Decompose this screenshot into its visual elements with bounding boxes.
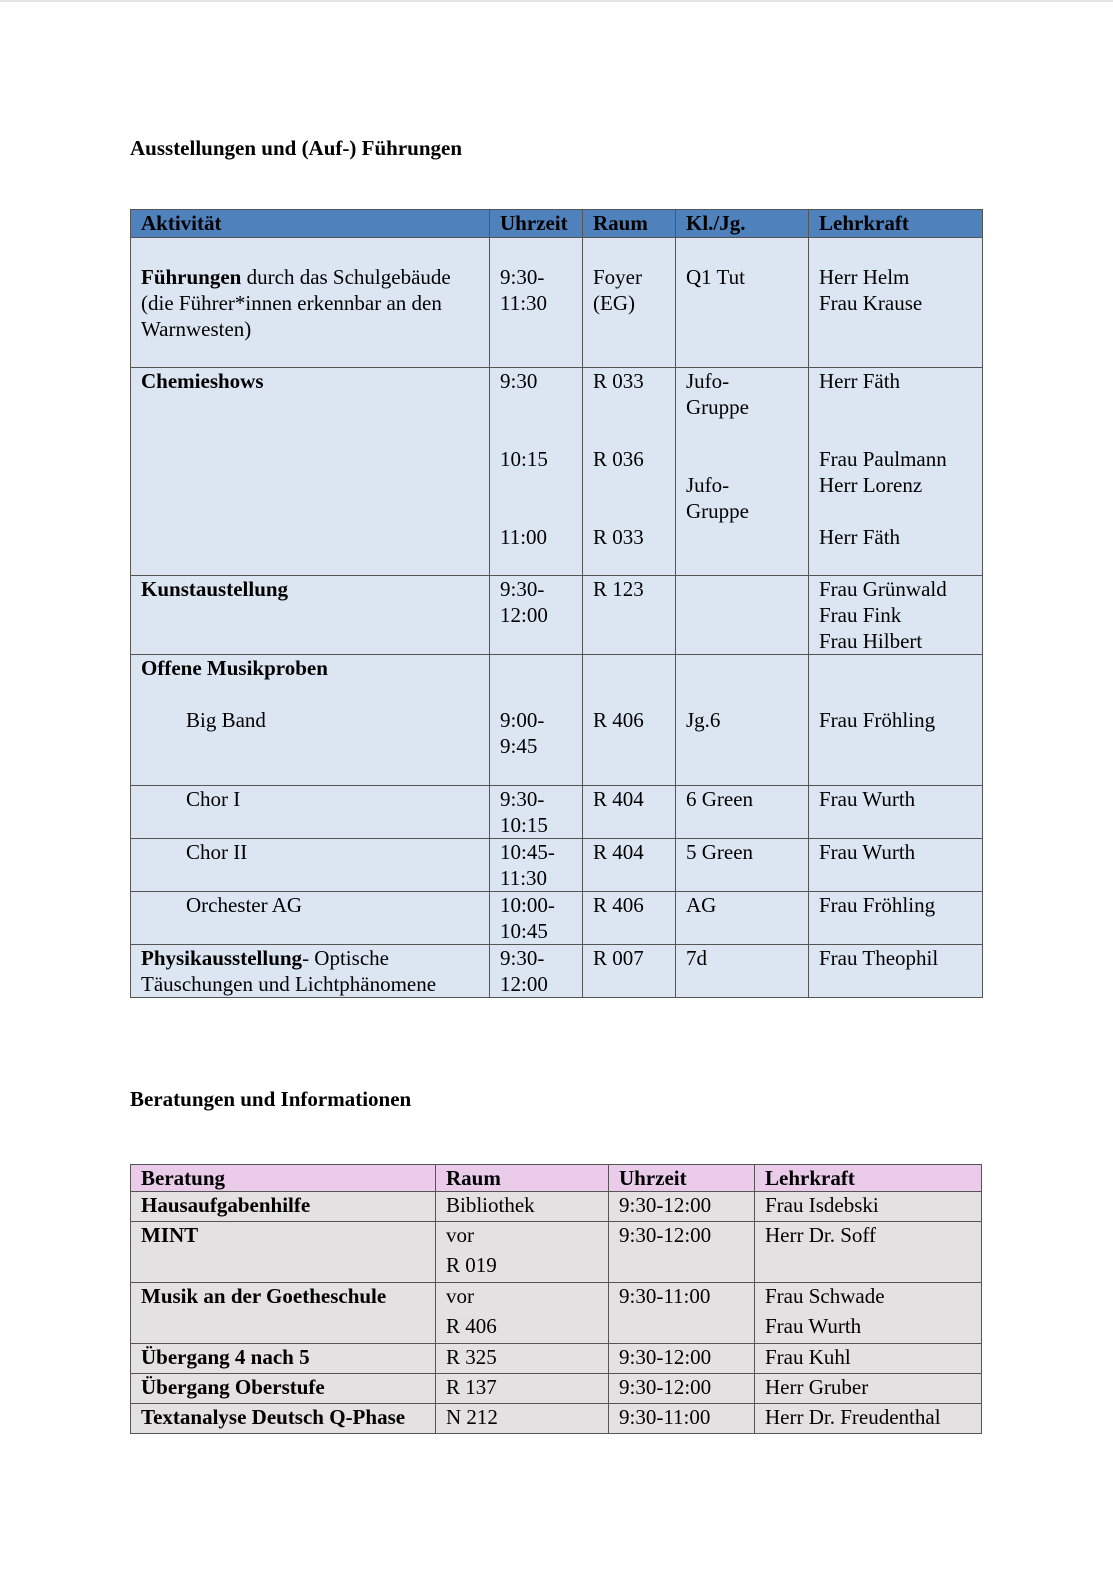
table-row	[131, 1344, 982, 1374]
time-value: 11:30	[500, 866, 548, 890]
teacher-cell	[755, 1283, 982, 1344]
topic-cell: Textanalyse Deutsch Q-Phase	[131, 1404, 436, 1434]
teacher-cell: Frau Kuhl	[755, 1344, 982, 1374]
room-value: vor	[446, 1284, 474, 1308]
teacher-value: Frau Krause	[819, 291, 923, 315]
activity-desc: (die Führer*innen erkennbar an den	[141, 291, 442, 315]
teacher-value: Frau Fröhling	[819, 708, 936, 732]
room-cell	[583, 576, 676, 655]
header-raum: Raum	[583, 210, 676, 238]
table-header-row	[131, 1165, 982, 1192]
topic-cell: Hausaufgabenhilfe	[131, 1192, 436, 1222]
room-value: R 033	[593, 369, 644, 393]
header-raum: Raum	[436, 1165, 609, 1192]
time-value: 9:45	[500, 734, 538, 758]
activity-desc: Täuschungen und Lichtphänomene	[141, 972, 437, 996]
table-row	[131, 1192, 982, 1222]
header-uhrzeit: Uhrzeit	[490, 210, 583, 238]
page-top-border	[0, 0, 1113, 2]
room-cell	[583, 655, 676, 786]
room-value: Foyer	[593, 265, 642, 289]
class-value: 6 Green	[686, 787, 754, 811]
class-value: 7d	[686, 946, 707, 970]
activity-cell	[131, 839, 490, 892]
class-cell	[676, 839, 809, 892]
topic-cell: Übergang 4 nach 5	[131, 1344, 436, 1374]
activity-cell	[131, 238, 490, 368]
class-cell	[676, 576, 809, 655]
class-value: Jufo-	[686, 473, 730, 497]
activity-name: Chemieshows	[141, 369, 264, 393]
time-cell	[490, 786, 583, 839]
teacher-value: Frau Hilbert	[819, 629, 923, 653]
room-cell	[436, 1222, 609, 1283]
table-row	[131, 576, 983, 655]
time-value: 9:30-	[500, 787, 545, 811]
room-cell: Bibliothek	[436, 1192, 609, 1222]
room-cell	[583, 945, 676, 998]
teacher-cell	[809, 576, 983, 655]
class-cell	[676, 892, 809, 945]
teacher-value: Herr Fäth	[819, 369, 901, 393]
activity-name: Offene Musikproben	[141, 656, 328, 680]
time-value: 10:15	[500, 813, 548, 837]
time-value: 9:30-	[500, 265, 545, 289]
teacher-cell: Frau Isdebski	[755, 1192, 982, 1222]
time-value: 10:45	[500, 919, 548, 943]
teacher-value: Frau Wurth	[819, 787, 916, 811]
time-value: 9:30-	[500, 577, 545, 601]
activity-desc: durch das Schulgebäude	[241, 265, 451, 289]
ensemble-name: Orchester AG	[186, 893, 303, 917]
time-cell: 9:30-12:00	[609, 1222, 755, 1283]
class-cell	[676, 238, 809, 368]
room-value: R 019	[446, 1253, 497, 1277]
counseling-table	[130, 1164, 982, 1434]
table-row	[131, 1404, 982, 1434]
time-cell	[490, 892, 583, 945]
room-cell	[583, 786, 676, 839]
class-cell	[676, 368, 809, 576]
table-row	[131, 368, 983, 576]
class-value: Q1 Tut	[686, 265, 745, 289]
teacher-value: Herr Helm	[819, 265, 910, 289]
time-value: 10:00-	[500, 893, 555, 917]
activity-name: Kunstaustellung	[141, 577, 289, 601]
section-title-ausstellungen: Ausstellungen und (Auf-) Führungen	[130, 136, 463, 160]
room-value: R 404	[593, 787, 644, 811]
time-value: 12:00	[500, 972, 548, 996]
teacher-value: Herr Fäth	[819, 525, 901, 549]
table-row	[131, 238, 983, 368]
room-value: R 007	[593, 946, 644, 970]
room-value: R 123	[593, 577, 644, 601]
teacher-value: Frau Grünwald	[819, 577, 947, 601]
teacher-value: Frau Wurth	[819, 840, 916, 864]
time-cell: 9:30-12:00	[609, 1192, 755, 1222]
time-cell	[490, 576, 583, 655]
room-cell: R 137	[436, 1374, 609, 1404]
header-aktivitaet: Aktivität	[131, 210, 490, 238]
room-cell: N 212	[436, 1404, 609, 1434]
ensemble-name: Chor I	[186, 787, 241, 811]
activity-name: Physikausstellung	[141, 946, 303, 970]
class-value: Gruppe	[686, 499, 749, 523]
header-beratung: Beratung	[131, 1165, 436, 1192]
time-value: 9:30-	[500, 946, 545, 970]
room-cell	[583, 368, 676, 576]
activity-cell	[131, 368, 490, 576]
header-uhrzeit: Uhrzeit	[609, 1165, 755, 1192]
activity-name: Führungen	[141, 265, 242, 289]
teacher-value: Frau Wurth	[765, 1314, 862, 1338]
teacher-cell	[809, 786, 983, 839]
table-row	[131, 1374, 982, 1404]
table-row	[131, 655, 983, 786]
table-header-row	[131, 210, 983, 238]
topic-cell: MINT	[131, 1222, 436, 1283]
table-row	[131, 1283, 982, 1344]
class-cell	[676, 655, 809, 786]
room-value: (EG)	[593, 291, 635, 315]
teacher-cell: Herr Dr. Freudenthal	[755, 1404, 982, 1434]
header-lehrkraft: Lehrkraft	[809, 210, 983, 238]
time-cell	[490, 238, 583, 368]
teacher-cell: Herr Dr. Soff	[755, 1222, 982, 1283]
time-cell	[490, 945, 583, 998]
table-row	[131, 786, 983, 839]
class-cell	[676, 786, 809, 839]
class-value: 5 Green	[686, 840, 754, 864]
header-klasse: Kl./Jg.	[676, 210, 809, 238]
ensemble-name: Big Band	[186, 708, 266, 732]
time-cell	[490, 655, 583, 786]
room-value: vor	[446, 1223, 474, 1247]
teacher-value: Frau Paulmann	[819, 447, 947, 471]
activity-cell	[131, 892, 490, 945]
activity-cell	[131, 655, 490, 786]
activities-table	[130, 209, 983, 998]
table-row	[131, 892, 983, 945]
activity-desc: Warnwesten)	[141, 317, 252, 341]
topic-cell: Übergang Oberstufe	[131, 1374, 436, 1404]
header-lehrkraft: Lehrkraft	[755, 1165, 982, 1192]
room-value: R 036	[593, 447, 644, 471]
time-value: 11:00	[500, 525, 548, 549]
class-value: Jufo-	[686, 369, 730, 393]
time-cell: 9:30-11:00	[609, 1404, 755, 1434]
room-cell	[583, 238, 676, 368]
teacher-cell: Herr Gruber	[755, 1374, 982, 1404]
time-cell: 9:30-11:00	[609, 1283, 755, 1344]
activity-cell	[131, 576, 490, 655]
activity-cell	[131, 945, 490, 998]
class-value: AG	[686, 893, 717, 917]
table-row	[131, 945, 983, 998]
teacher-cell	[809, 238, 983, 368]
teacher-value: Frau Fink	[819, 603, 902, 627]
teacher-value: Frau Fröhling	[819, 893, 936, 917]
room-cell	[583, 892, 676, 945]
class-cell	[676, 945, 809, 998]
teacher-cell	[809, 892, 983, 945]
teacher-value: Herr Lorenz	[819, 473, 923, 497]
room-value: R 406	[593, 708, 644, 732]
time-cell: 9:30-12:00	[609, 1374, 755, 1404]
time-value: 10:15	[500, 447, 548, 471]
room-value: R 406	[593, 893, 644, 917]
teacher-cell	[809, 655, 983, 786]
room-cell: R 325	[436, 1344, 609, 1374]
teacher-cell	[809, 368, 983, 576]
room-value: R 406	[446, 1314, 497, 1338]
activity-cell	[131, 786, 490, 839]
topic-cell: Musik an der Goetheschule	[131, 1283, 436, 1344]
class-value: Gruppe	[686, 395, 749, 419]
room-cell	[436, 1283, 609, 1344]
teacher-value: Frau Theophil	[819, 946, 939, 970]
table-row	[131, 1222, 982, 1283]
activity-desc: - Optische	[302, 946, 389, 970]
class-value: Jg.6	[686, 708, 721, 732]
time-value: 9:00-	[500, 708, 545, 732]
time-value: 9:30	[500, 369, 538, 393]
teacher-cell	[809, 945, 983, 998]
table-row	[131, 839, 983, 892]
time-cell	[490, 839, 583, 892]
time-value: 10:45-	[500, 840, 555, 864]
time-cell: 9:30-12:00	[609, 1344, 755, 1374]
room-value: R 404	[593, 840, 644, 864]
ensemble-name: Chor II	[186, 840, 248, 864]
time-value: 11:30	[500, 291, 548, 315]
time-cell	[490, 368, 583, 576]
room-cell	[583, 839, 676, 892]
teacher-value: Frau Schwade	[765, 1284, 885, 1308]
section-title-beratungen: Beratungen und Informationen	[130, 1087, 412, 1111]
time-value: 12:00	[500, 603, 548, 627]
room-value: R 033	[593, 525, 644, 549]
teacher-cell	[809, 839, 983, 892]
